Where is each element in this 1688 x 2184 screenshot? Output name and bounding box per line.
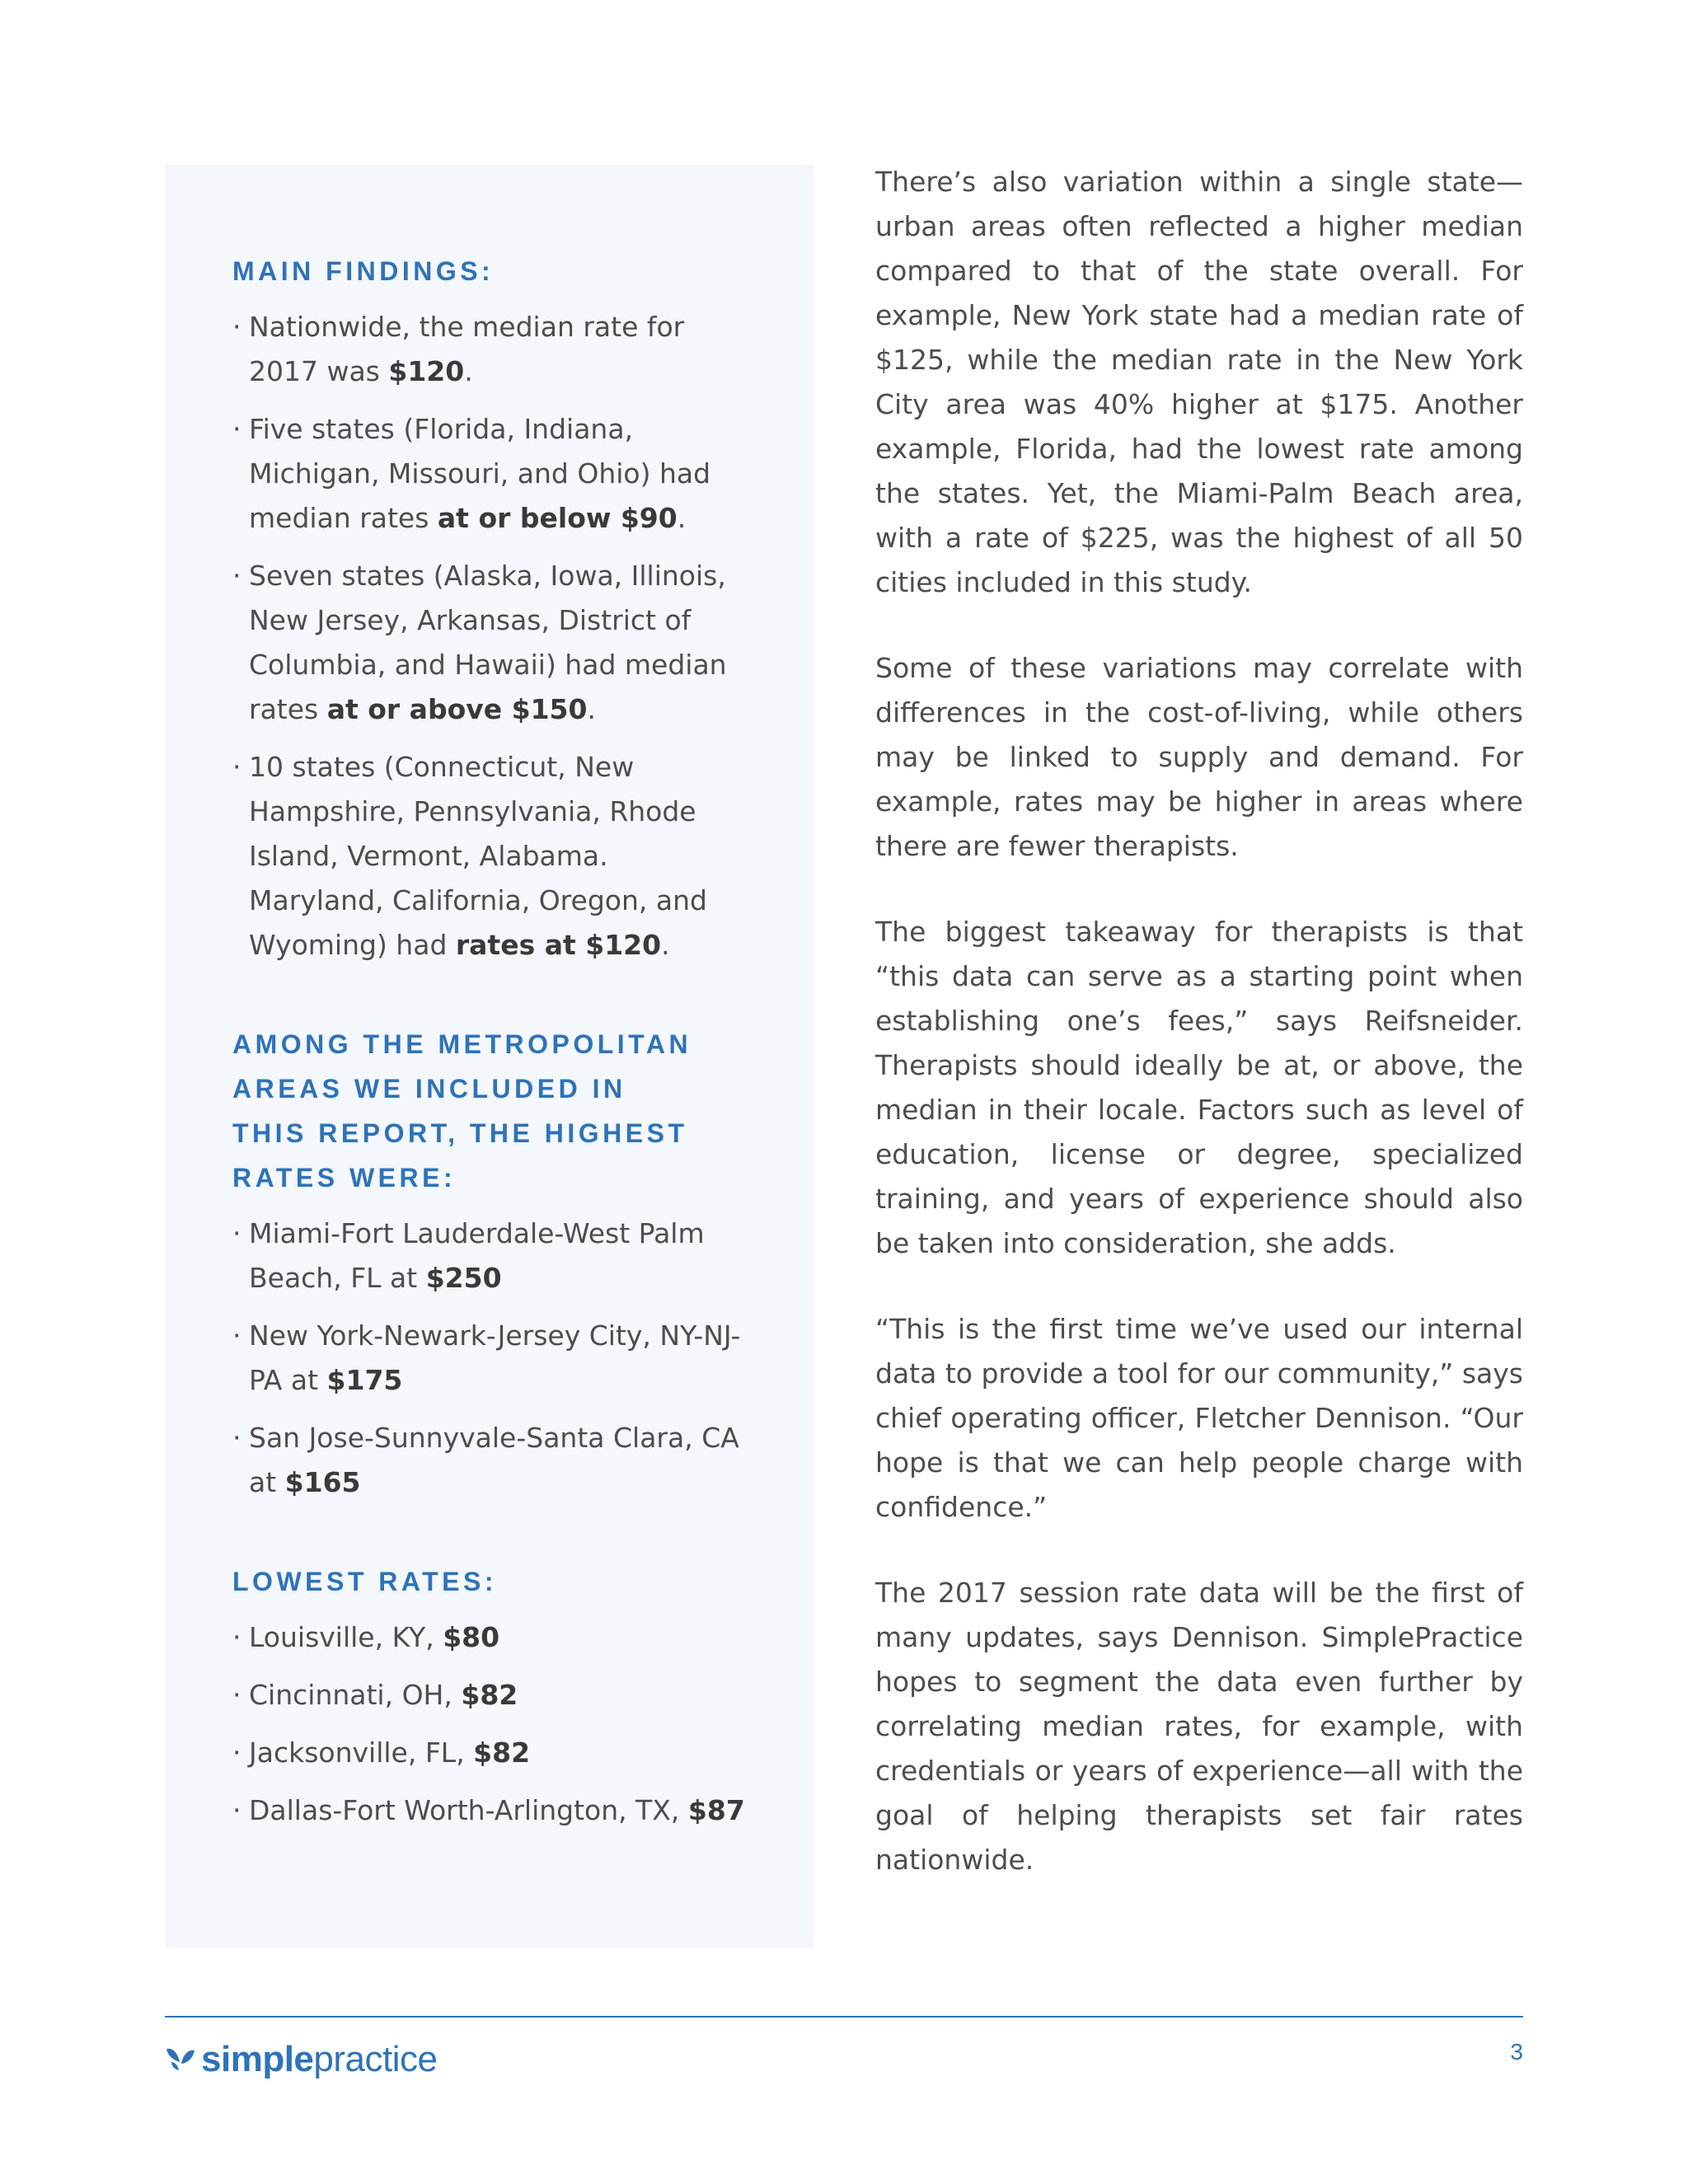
page-number: 3 bbox=[1510, 2039, 1523, 2064]
list-item: · Five states (Florida, Indiana, Michigan, Missouri, and Ohio) had median rates at or below $90. bbox=[232, 407, 747, 541]
section-heading-main-findings: MAIN FINDINGS: bbox=[232, 256, 495, 286]
body-paragraph: “This is the first time we’ve used our internal data to provide a tool for our community,” says chief operating officer, Fletcher Dennison. “Our hope is that we can help people charge with confidence.” bbox=[875, 1313, 1523, 1523]
simplepractice-logo bbox=[165, 2039, 437, 2080]
list-item: · 10 states (Connecticut, New Hampshire, Pennsylvania, Rhode Island, Vermont, Alabama. Maryland, California, Oregon, and Wyoming) had rates at $120. bbox=[232, 745, 747, 968]
main-findings-list bbox=[232, 305, 747, 968]
body-paragraph: There’s also variation within a single state—urban areas often reflected a higher median compared to that of the state overall. For example, New York state had a median rate of $125, while the median rate in the New York City area was 40% higher at $175. Another example, Florida, had the lowest rate among the states. Yet, the Miami-Palm Beach area, with a rate of $225, was the highest of all 50 cities included in this study. bbox=[875, 166, 1523, 598]
body-paragraph: The 2017 session rate data will be the first of many updates, says Dennison. SimplePractice hopes to segment the data even further by correlating median rates, for example, with credentials or years of experience—all with the goal of helping therapists set fair rates nationwide. bbox=[875, 1577, 1523, 1876]
highest-rates-list bbox=[232, 1212, 747, 1505]
butterfly-icon bbox=[165, 2046, 196, 2074]
list-item: · Jacksonville, FL, $82 bbox=[232, 1731, 747, 1775]
list-item: · Cincinnati, OH, $82 bbox=[232, 1673, 747, 1718]
list-item: · Louisville, KY, $80 bbox=[232, 1615, 747, 1660]
list-item: · Seven states (Alaska, Iowa, Illinois, New Jersey, Arkansas, District of Columbia, and Hawaii) had median rates at or above $150. bbox=[232, 554, 747, 732]
list-item: · Dallas-Fort Worth-Arlington, TX, $87 bbox=[232, 1788, 747, 1833]
list-item: · Nationwide, the median rate for 2017 was $120. bbox=[232, 305, 747, 394]
article-body bbox=[875, 160, 1523, 1924]
main-findings-sidebar bbox=[165, 165, 814, 1948]
section-heading-lowest-rates: LOWEST RATES: bbox=[232, 1567, 497, 1596]
body-paragraph: The biggest takeaway for therapists is that “this data can serve as a starting point when establishing one’s fees,” says Reifsneider. Therapists should ideally be at, or above, the median in their locale. Factors such as level of education, license or degree, specialized training, and years of experience should also be taken into consideration, she adds. bbox=[875, 916, 1523, 1259]
section-heading-highest-rates: AMONG THE METROPOLITAN AREAS WE INCLUDED IN THIS REPORT, THE HIGHEST RATES WERE: bbox=[232, 1029, 692, 1193]
footer-divider bbox=[165, 2016, 1523, 2018]
list-item: · San Jose-Sunnyvale-Santa Clara, CA at $165 bbox=[232, 1416, 747, 1505]
body-paragraph: Some of these variations may correlate with differences in the cost-of-living, while others may be linked to supply and demand. For example, rates may be higher in areas where there are fewer therapists. bbox=[875, 652, 1523, 862]
logo-text-practice: practice bbox=[313, 2039, 438, 2079]
logo-text-simple: simple bbox=[201, 2039, 314, 2079]
list-item: · New York-Newark-Jersey City, NY-NJ-PA at $175 bbox=[232, 1314, 747, 1403]
lowest-rates-list bbox=[232, 1615, 747, 1833]
list-item: · Miami-Fort Lauderdale-West Palm Beach, FL at $250 bbox=[232, 1212, 747, 1301]
